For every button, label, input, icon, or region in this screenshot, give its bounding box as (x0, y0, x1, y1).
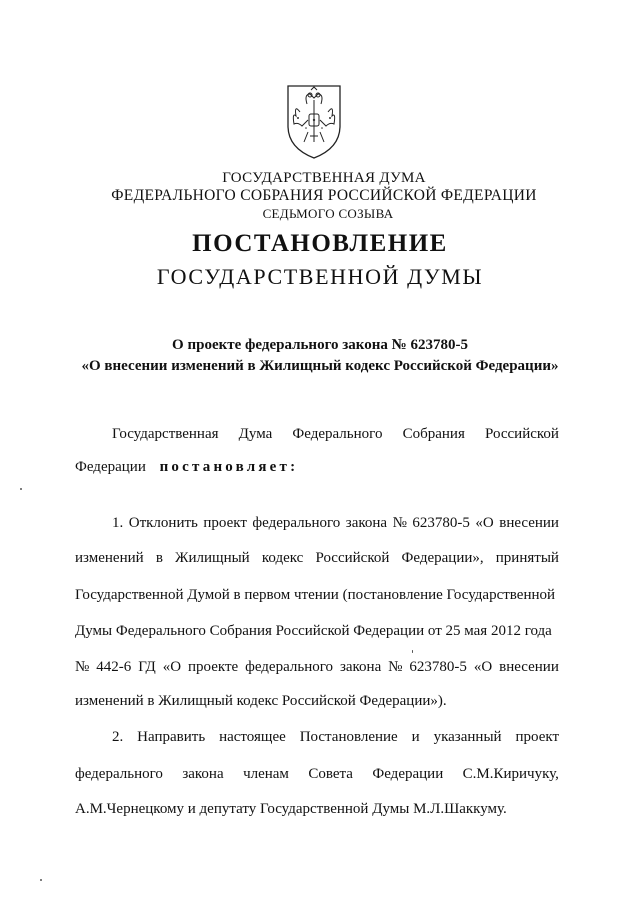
word: 1. (112, 515, 124, 531)
header-duma: ГОСУДАРСТВЕННАЯ ДУМА (222, 170, 426, 186)
word: федерального (252, 515, 341, 531)
word: внесении (499, 515, 559, 531)
item1-line-4: Думы Федерального Собрания Российской Федерации от 25 мая 2012 года (75, 623, 552, 639)
word: «О (162, 659, 182, 675)
word: настоящее (219, 729, 286, 745)
word: Постановление (299, 729, 398, 745)
word: федерального (245, 659, 333, 675)
word: «О (475, 515, 494, 531)
word: 623780-5 (412, 515, 470, 531)
header-convocation: СЕДЬМОГО СОЗЫВА (262, 206, 394, 221)
scan-speck (412, 650, 413, 653)
word: и (411, 729, 420, 745)
item2-line-3: А.М.Чернецкому и депутату Государственной Думы М.Л.Шаккуму. (75, 801, 507, 817)
word: проект (203, 515, 247, 531)
word: проекте (188, 659, 239, 675)
word: членам (243, 766, 289, 782)
word: изменений (75, 550, 144, 566)
document-title: ПОСТАНОВЛЕНИЕ (192, 230, 448, 257)
word: Отклонить (128, 515, 198, 531)
about-line-1: О проекте федерального закона № 623780-5 (172, 337, 468, 353)
word: в (155, 550, 163, 566)
about-line-2: «О внесении изменений в Жилищный кодекс Российской Федерации» (81, 358, 559, 374)
word: «О (473, 659, 493, 675)
word: № (392, 515, 407, 531)
word: 623780-5 (409, 659, 467, 675)
word: Федерального (292, 426, 383, 442)
item1-line-6: изменений в Жилищный кодекс Российской Федерации»). (75, 693, 447, 709)
word: Российской (485, 426, 559, 442)
word: Направить (137, 729, 206, 745)
scan-speck (40, 879, 42, 881)
word: Жилищный (175, 550, 250, 566)
word: ГД (138, 659, 156, 675)
item2-line-1 (112, 727, 559, 747)
word: Российской (315, 550, 390, 566)
scan-speck (20, 488, 22, 490)
preamble-line-1 (112, 424, 559, 444)
word: указанный (433, 729, 502, 745)
item1-line-5 (75, 657, 559, 677)
word: 2. (112, 729, 124, 745)
preamble-line-2 (75, 457, 559, 477)
word: внесении (499, 659, 559, 675)
item2-line-2 (75, 764, 559, 784)
word: закона (339, 659, 382, 675)
word: 442-6 (96, 659, 132, 675)
state-emblem-icon (274, 82, 354, 162)
word: федерального (75, 766, 163, 782)
word: С.М.Киричуку, (462, 766, 559, 782)
word: Федерации (75, 459, 146, 475)
word: закона (182, 766, 224, 782)
word: № (388, 659, 403, 675)
word: кодекс (261, 550, 304, 566)
word: № (75, 659, 90, 675)
word: Собрания (402, 426, 465, 442)
header-federal-assembly: ФЕДЕРАЛЬНОГО СОБРАНИЯ РОССИЙСКОЙ ФЕДЕРАЦИИ (111, 187, 537, 204)
word: закона (345, 515, 388, 531)
word: принятый (495, 550, 559, 566)
resolves-verb: постановляет: (159, 459, 299, 475)
word: проект (515, 729, 559, 745)
word: Государственная (112, 426, 219, 442)
item1-line-1 (112, 513, 559, 533)
word: Дума (238, 426, 273, 442)
item1-line-3: Государственной Думой в первом чтении (постановление Государственной (75, 587, 556, 603)
document-subtitle: ГОСУДАРСТВЕННОЙ ДУМЫ (156, 264, 484, 289)
word: Федерации (372, 766, 444, 782)
word: Совета (308, 766, 353, 782)
word: Федерации», (401, 550, 484, 566)
item1-line-2 (75, 548, 559, 568)
